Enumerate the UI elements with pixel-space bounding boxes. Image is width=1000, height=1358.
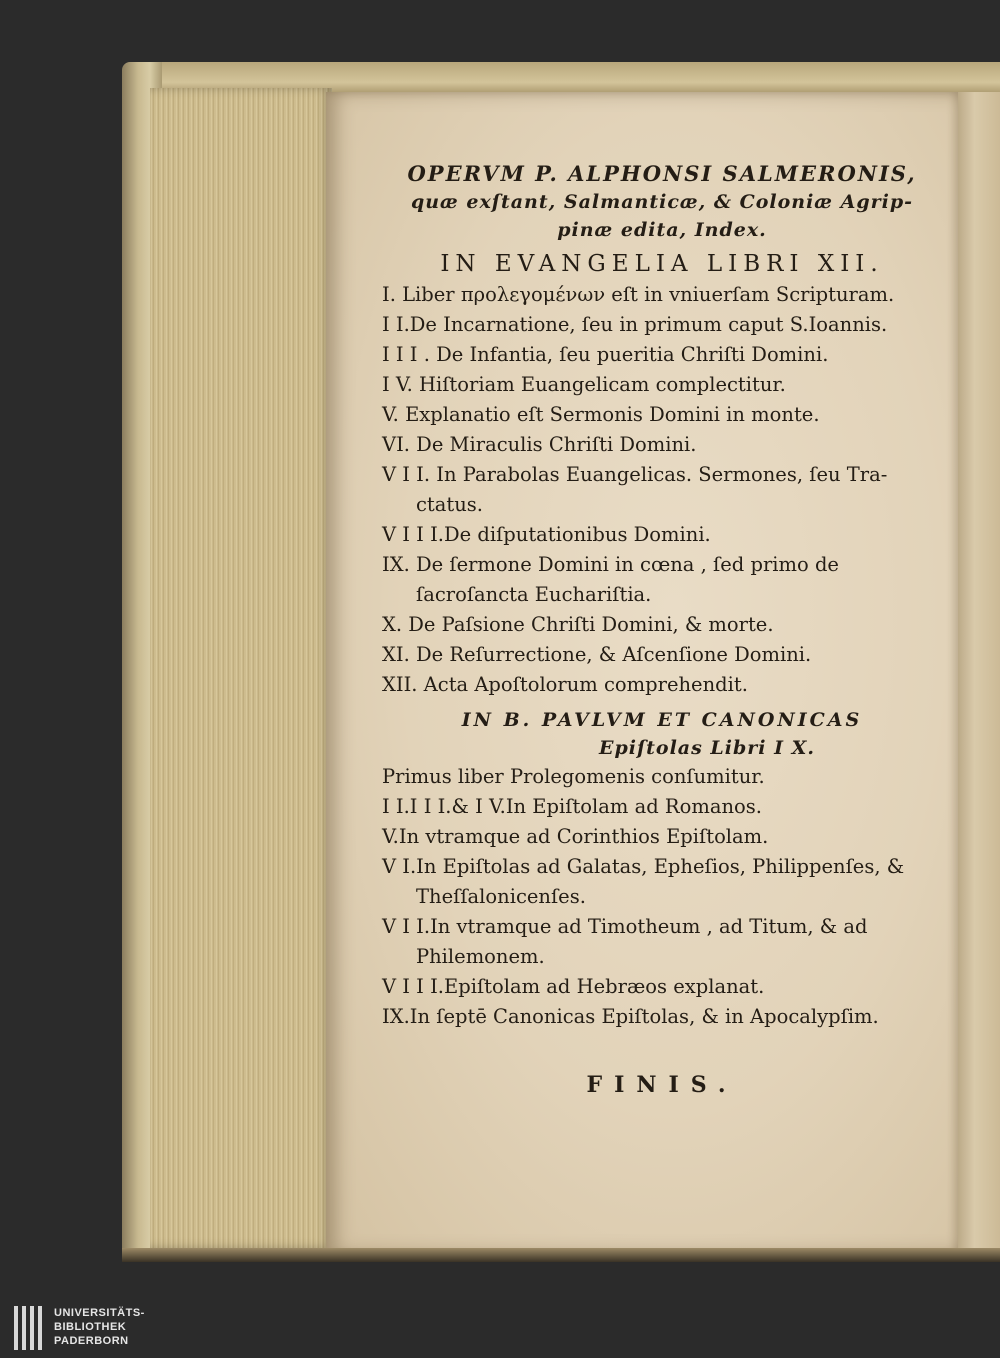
section1-list [382, 280, 942, 700]
page-block-edges [150, 88, 332, 1248]
index-entry-text: I V. Hiſtoriam Euangelicam complectitur. [382, 373, 786, 396]
index-entry-continuation: ſacroſancta Euchariſtia. [416, 583, 652, 606]
index-entry-text: V I I. In Parabolas Euangelicas. Sermones, ſeu Tra- [382, 463, 888, 486]
index-entry [382, 460, 942, 520]
index-entry-text: Primus liber Prolegomenis conſumitur. [382, 765, 765, 788]
index-entry [382, 792, 942, 822]
index-entry-text: V. Explanatio eſt Sermonis Domini in monte. [382, 403, 820, 426]
index-heading-line3: pinæ edita, Index. [557, 219, 767, 241]
index-entry [382, 852, 942, 912]
page-content [382, 160, 942, 1098]
finis: FINIS. [586, 1072, 738, 1098]
index-heading-line1: OPERVM P. ALPHONSI SALMERONIS, [407, 161, 917, 186]
index-heading-line2: quæ exſtant, Salmanticæ, & Coloniæ Agrip- [410, 191, 914, 213]
index-entry [382, 310, 942, 340]
index-entry-text: I I I . De Infantia, ſeu pueritia Chriſti Domini. [382, 343, 829, 366]
index-entry [382, 1002, 942, 1032]
index-entry-text: I I.I I I.& I V.In Epiſtolam ad Romanos. [382, 795, 762, 818]
book-bottom-edge [122, 1248, 1000, 1262]
index-entry-text: IX.In ſeptē Canonicas Epiſtolas, & in Apocalypſim. [382, 1005, 879, 1028]
index-entry-text: VI. De Miraculis Chriſti Domini. [382, 433, 697, 456]
section2-list [382, 762, 942, 1032]
index-entry-text: V I I I.De diſputationibus Domini. [382, 523, 711, 546]
index-entry [382, 912, 942, 972]
library-logo-text [54, 1306, 194, 1348]
index-entry [382, 972, 942, 1002]
index-entry-continuation: ctatus. [416, 493, 483, 516]
facing-page-edge [954, 92, 1000, 1254]
index-entry [382, 670, 942, 700]
index-entry-text: I I.De Incarnatione, ſeu in primum caput S.Ioannis. [382, 313, 888, 336]
index-entry [382, 762, 942, 792]
index-entry [382, 400, 942, 430]
index-entry [382, 520, 942, 550]
section-title-evangelia: IN EVANGELIA LIBRI XII. [440, 251, 884, 277]
index-entry-text: X. De Paſsione Chriſti Domini, & morte. [382, 613, 774, 636]
section-subtitle-epistolas: Epiſtolas Libri I X. [598, 737, 815, 759]
index-entry [382, 280, 942, 310]
index-entry-text: V I I.In vtramque ad Timotheum , ad Titum, & ad [382, 915, 868, 938]
index-entry-text: IX. De ſermone Domini in cœna , ſed primo de [382, 553, 839, 576]
index-entry-text: V I.In Epiſtolas ad Galatas, Epheſios, Philippenſes, & [382, 855, 905, 878]
index-entry-text: V I I I.Epiſtolam ad Hebræos explanat. [382, 975, 765, 998]
logo-line3: PADERBORN [54, 1335, 129, 1347]
index-entry-text: V.In vtramque ad Corinthios Epiſtolam. [382, 825, 769, 848]
index-entry-continuation: Philemonem. [416, 945, 545, 968]
index-entry [382, 640, 942, 670]
index-entry-text: XII. Acta Apoſtolorum comprehendit. [382, 673, 748, 696]
index-entry [382, 370, 942, 400]
logo-line2: BIBLIOTHEK [54, 1321, 127, 1333]
index-entry-text: I. Liber προλεγομένων eſt in vniuerſam Scripturam. [382, 283, 895, 306]
logo-line1: UNIVERSITÄTS- [54, 1307, 145, 1319]
index-entry [382, 550, 942, 610]
section-title-paulum: IN B. PAVLVM ET CANONICAS [461, 709, 863, 731]
index-entry [382, 340, 942, 370]
index-entry [382, 822, 942, 852]
index-entry-text: XI. De Reſurrectione, & Aſcenſione Domini. [382, 643, 812, 666]
index-entry [382, 430, 942, 460]
index-entry-continuation: Theſſalonicenſes. [416, 885, 586, 908]
index-entry [382, 610, 942, 640]
